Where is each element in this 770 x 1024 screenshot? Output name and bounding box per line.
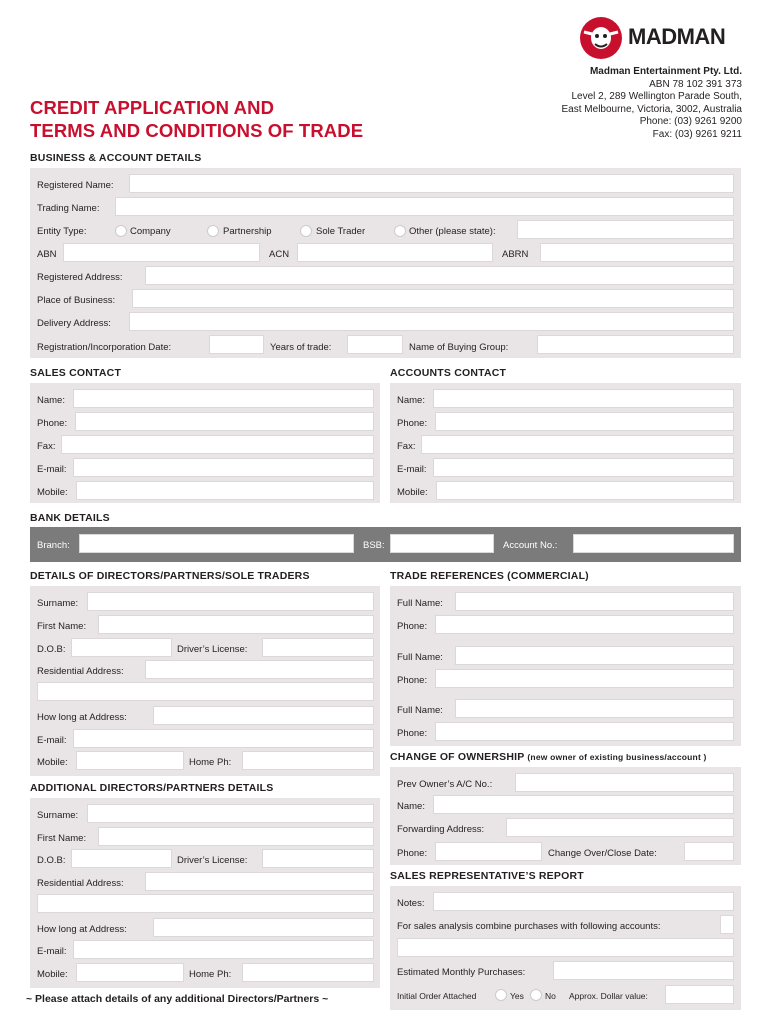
- buying-group-label: Name of Buying Group:: [409, 342, 509, 353]
- ref3-phone-field[interactable]: [435, 722, 734, 741]
- madman-mascot-icon: [578, 16, 624, 60]
- sales-mobile-field[interactable]: [76, 481, 374, 500]
- ref2-full-name-field[interactable]: [455, 646, 734, 665]
- combine-label: For sales analysis combine purchases with following accounts:: [397, 921, 661, 932]
- add-first-name-field[interactable]: [98, 827, 374, 846]
- account-no-label: Account No.:: [503, 540, 558, 551]
- bsb-field[interactable]: [390, 534, 494, 553]
- abrn-label: ABRN: [502, 249, 529, 260]
- attach-note: ~ Please attach details of any additional Directors/Partners ~: [26, 993, 329, 1005]
- accounts-name-label: Name:: [397, 395, 425, 406]
- trade-refs-heading: TRADE REFERENCES (COMMERCIAL): [390, 570, 589, 582]
- forwarding-label: Forwarding Address:: [397, 824, 485, 835]
- sales-name-label: Name:: [37, 395, 65, 406]
- initial-order-yes-radio[interactable]: [495, 989, 507, 1001]
- accounts-contact-heading: ACCOUNTS CONTACT: [390, 367, 507, 379]
- branch-label: Branch:: [37, 540, 70, 551]
- add-dob-label: D.O.B:: [37, 855, 66, 866]
- entity-type-label: Entity Type:: [37, 226, 87, 237]
- add-residential-field-2[interactable]: [37, 894, 374, 913]
- change-ownership-note: (new owner of existing business/account ): [527, 752, 707, 762]
- company-phone: Phone: (03) 9261 9200: [639, 116, 742, 128]
- add-email-label: E-mail:: [37, 946, 67, 957]
- prev-owner-field[interactable]: [515, 773, 734, 792]
- initial-order-no-radio[interactable]: [530, 989, 542, 1001]
- director-mobile-field[interactable]: [76, 751, 184, 770]
- sales-rep-heading: SALES REPRESENTATIVE’S REPORT: [390, 870, 584, 882]
- no-label: No: [545, 991, 556, 1001]
- add-license-label: Driver’s License:: [177, 855, 248, 866]
- other-field[interactable]: [517, 220, 734, 239]
- dollar-value-field[interactable]: [665, 985, 734, 1004]
- place-of-business-field[interactable]: [132, 289, 734, 308]
- director-mobile-label: Mobile:: [37, 757, 68, 768]
- combine-field-2[interactable]: [397, 938, 734, 957]
- director-how-long-field[interactable]: [153, 706, 374, 725]
- sales-email-field[interactable]: [73, 458, 374, 477]
- estimated-field[interactable]: [553, 961, 734, 980]
- ref3-phone-label: Phone:: [397, 728, 428, 739]
- years-of-trade-label: Years of trade:: [270, 342, 332, 353]
- ref1-full-name-label: Full Name:: [397, 598, 443, 609]
- ref1-full-name-field[interactable]: [455, 592, 734, 611]
- director-how-long-label: How long at Address:: [37, 712, 127, 723]
- sales-contact-heading: SALES CONTACT: [30, 367, 122, 379]
- estimated-label: Estimated Monthly Purchases:: [397, 967, 526, 978]
- accounts-mobile-field[interactable]: [436, 481, 734, 500]
- director-surname-field[interactable]: [87, 592, 374, 611]
- forwarding-field[interactable]: [506, 818, 734, 837]
- sales-fax-field[interactable]: [61, 435, 374, 454]
- bsb-label: BSB:: [363, 540, 385, 551]
- partnership-radio[interactable]: [207, 225, 219, 237]
- accounts-phone-label: Phone:: [397, 418, 428, 429]
- dollar-value-label: Approx. Dollar value:: [569, 991, 648, 1001]
- sales-mobile-label: Mobile:: [37, 487, 68, 498]
- logo-wordmark: MADMAN: [628, 24, 726, 49]
- place-of-business-label: Place of Business:: [37, 295, 116, 306]
- director-residential-field[interactable]: [145, 660, 374, 679]
- director-dob-label: D.O.B:: [37, 644, 66, 655]
- accounts-email-label: E-mail:: [397, 464, 427, 475]
- change-ownership-title: CHANGE OF OWNERSHIP: [390, 751, 525, 763]
- directors-heading: DETAILS OF DIRECTORS/PARTNERS/SOLE TRADERS: [30, 570, 310, 582]
- additional-directors-heading: ADDITIONAL DIRECTORS/PARTNERS DETAILS: [30, 782, 274, 794]
- ref2-phone-label: Phone:: [397, 675, 428, 686]
- add-home-ph-field[interactable]: [242, 963, 374, 982]
- change-ownership-heading: [390, 751, 707, 763]
- acn-label: ACN: [269, 249, 290, 260]
- branch-field[interactable]: [79, 534, 354, 553]
- accounts-fax-field[interactable]: [421, 435, 734, 454]
- director-home-ph-label: Home Ph:: [189, 757, 232, 768]
- business-heading: BUSINESS & ACCOUNT DETAILS: [30, 152, 202, 164]
- co-name-label: Name:: [397, 801, 425, 812]
- registration-date-field[interactable]: [209, 335, 264, 354]
- add-home-ph-label: Home Ph:: [189, 969, 232, 980]
- registered-name-field[interactable]: [129, 174, 734, 193]
- company-address-2: East Melbourne, Victoria, 3002, Australia: [561, 103, 742, 115]
- change-date-field[interactable]: [684, 842, 734, 861]
- sales-email-label: E-mail:: [37, 464, 67, 475]
- company-address-1: Level 2, 289 Wellington Parade South,: [571, 91, 742, 103]
- sales-phone-label: Phone:: [37, 418, 68, 429]
- abn-field[interactable]: [63, 243, 260, 262]
- acn-field[interactable]: [297, 243, 493, 262]
- delivery-address-field[interactable]: [129, 312, 734, 331]
- sales-phone-field[interactable]: [75, 412, 374, 431]
- add-first-name-label: First Name:: [37, 833, 87, 844]
- title-line-2: TERMS AND CONDITIONS OF TRADE: [30, 120, 364, 141]
- company-info: [562, 66, 742, 142]
- page-title: [30, 96, 363, 142]
- ref3-full-name-field[interactable]: [455, 699, 734, 718]
- add-residential-label: Residential Address:: [37, 878, 124, 889]
- add-mobile-label: Mobile:: [37, 969, 68, 980]
- other-radio[interactable]: [394, 225, 406, 237]
- yes-label: Yes: [510, 991, 524, 1001]
- initial-order-label: Initial Order Attached: [397, 991, 477, 1001]
- prev-owner-label: Prev Owner’s A/C No.:: [397, 779, 493, 790]
- accounts-mobile-label: Mobile:: [397, 487, 428, 498]
- add-surname-field[interactable]: [87, 804, 374, 823]
- combine-field[interactable]: [720, 915, 734, 934]
- registered-address-field[interactable]: [145, 266, 734, 285]
- registered-address-label: Registered Address:: [37, 272, 123, 283]
- add-how-long-label: How long at Address:: [37, 924, 127, 935]
- other-label: Other (please state):: [409, 226, 496, 237]
- add-surname-label: Surname:: [37, 810, 79, 821]
- add-license-field[interactable]: [262, 849, 374, 868]
- partnership-label: Partnership: [223, 226, 272, 237]
- bank-heading: BANK DETAILS: [30, 512, 110, 524]
- director-email-field[interactable]: [73, 729, 374, 748]
- add-residential-field[interactable]: [145, 872, 374, 891]
- ref1-phone-label: Phone:: [397, 621, 428, 632]
- ref2-full-name-label: Full Name:: [397, 652, 443, 663]
- abn-label: ABN: [37, 249, 57, 260]
- notes-field[interactable]: [433, 892, 734, 911]
- account-no-field[interactable]: [573, 534, 734, 553]
- co-name-field[interactable]: [433, 795, 734, 814]
- add-email-field[interactable]: [73, 940, 374, 959]
- company-name: Madman Entertainment Pty. Ltd.: [589, 66, 742, 77]
- years-of-trade-field[interactable]: [347, 335, 403, 354]
- company-fax: Fax: (03) 9261 9211: [652, 128, 742, 140]
- abrn-field[interactable]: [540, 243, 734, 262]
- director-first-name-label: First Name:: [37, 621, 87, 632]
- accounts-email-field[interactable]: [433, 458, 734, 477]
- co-phone-label: Phone:: [397, 848, 428, 859]
- director-license-field[interactable]: [262, 638, 374, 657]
- change-date-label: Change Over/Close Date:: [548, 848, 657, 859]
- ref2-phone-field[interactable]: [435, 669, 734, 688]
- title-line-1: CREDIT APPLICATION AND: [30, 97, 275, 118]
- add-dob-field[interactable]: [71, 849, 172, 868]
- director-residential-label: Residential Address:: [37, 666, 124, 677]
- co-phone-field[interactable]: [435, 842, 542, 861]
- company-label: Company: [130, 226, 171, 237]
- ref3-full-name-label: Full Name:: [397, 705, 443, 716]
- ref1-phone-field[interactable]: [435, 615, 734, 634]
- buying-group-field[interactable]: [537, 335, 734, 354]
- sole-trader-label: Sole Trader: [316, 226, 366, 237]
- director-residential-field-2[interactable]: [37, 682, 374, 701]
- madman-logo: [578, 16, 744, 60]
- accounts-phone-field[interactable]: [435, 412, 734, 431]
- sales-fax-label: Fax:: [37, 441, 56, 452]
- trading-name-field[interactable]: [115, 197, 734, 216]
- sole-trader-radio[interactable]: [300, 225, 312, 237]
- notes-label: Notes:: [397, 898, 425, 909]
- trading-name-label: Trading Name:: [37, 203, 100, 214]
- director-first-name-field[interactable]: [98, 615, 374, 634]
- director-license-label: Driver’s License:: [177, 644, 248, 655]
- delivery-address-label: Delivery Address:: [37, 318, 111, 329]
- sales-name-field[interactable]: [73, 389, 374, 408]
- director-email-label: E-mail:: [37, 735, 67, 746]
- director-home-ph-field[interactable]: [242, 751, 374, 770]
- accounts-name-field[interactable]: [433, 389, 734, 408]
- add-how-long-field[interactable]: [153, 918, 374, 937]
- registered-name-label: Registered Name:: [37, 180, 114, 191]
- company-radio[interactable]: [115, 225, 127, 237]
- director-surname-label: Surname:: [37, 598, 79, 609]
- registration-date-label: Registration/Incorporation Date:: [37, 342, 172, 353]
- add-mobile-field[interactable]: [76, 963, 184, 982]
- accounts-fax-label: Fax:: [397, 441, 416, 452]
- director-dob-field[interactable]: [71, 638, 172, 657]
- company-abn: ABN 78 102 391 373: [649, 78, 742, 90]
